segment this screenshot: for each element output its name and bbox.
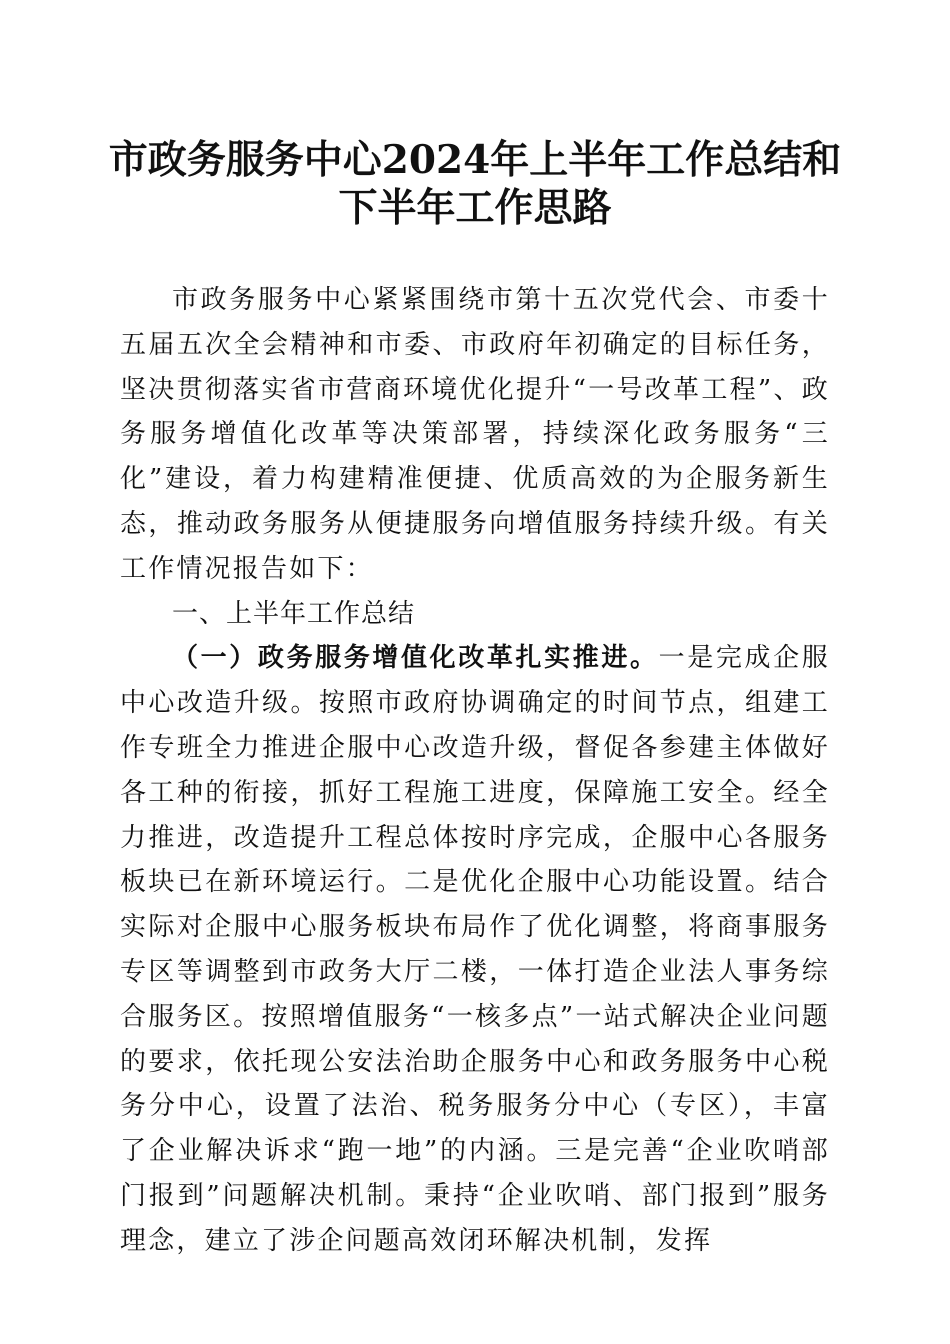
section-heading: 一、上半年工作总结	[172, 598, 416, 629]
document-body	[120, 278, 830, 1264]
intro-paragraph: 市政务服务中心紧紧围绕市第十五次党代会、市委十五届五次全会精神和市委、市政府年初确定的目标任务，坚决贯彻落实省市营商环境优化提升“一号改革工程”、政务服务增值化改革等决策部署，持续深化政务服务“三化”建设，着力构建精准便捷、优质高效的为企服务新生态，推动政务服务从便捷服务向增值服务持续升级。有关工作情况报告如下：	[120, 285, 830, 584]
subsection-heading: （一）政务服务增值化改革扎实推进。	[172, 643, 659, 674]
subsection-paragraph	[120, 636, 830, 1263]
document-title: 市政务服务中心2024年上半年工作总结和下半年工作思路	[108, 137, 842, 231]
subsection-body: 一是完成企服中心改造升级。按照市政府协调确定的时间节点，组建工作专班全力推进企服中心改造升级，督促各参建主体做好各工种的衔接，抓好工程施工进度，保障施工安全。经全力推进，改造提升工程总体按时序完成，企服中心各服务板块已在新环境运行。二是优化企服中心功能设置。结合实际对企服中心服务板块布局作了优化调整，将商事服务专区等调整到市政务大厅二楼，一体打造企业法人事务综合服务区。按照增值服务“一核多点”一站式解决企业问题的要求，依托现公安法治助企服务中心和政务服务中心税务分中心，设置了法治、税务服务分中心（专区），丰富了企业解决诉求“跑一地”的内涵。三是完善“企业吹哨部门报到”问题解决机制。秉持“企业吹哨、部门报到”服务理念，建立了涉企问题高效闭环解决机制，发挥	[120, 643, 831, 1256]
